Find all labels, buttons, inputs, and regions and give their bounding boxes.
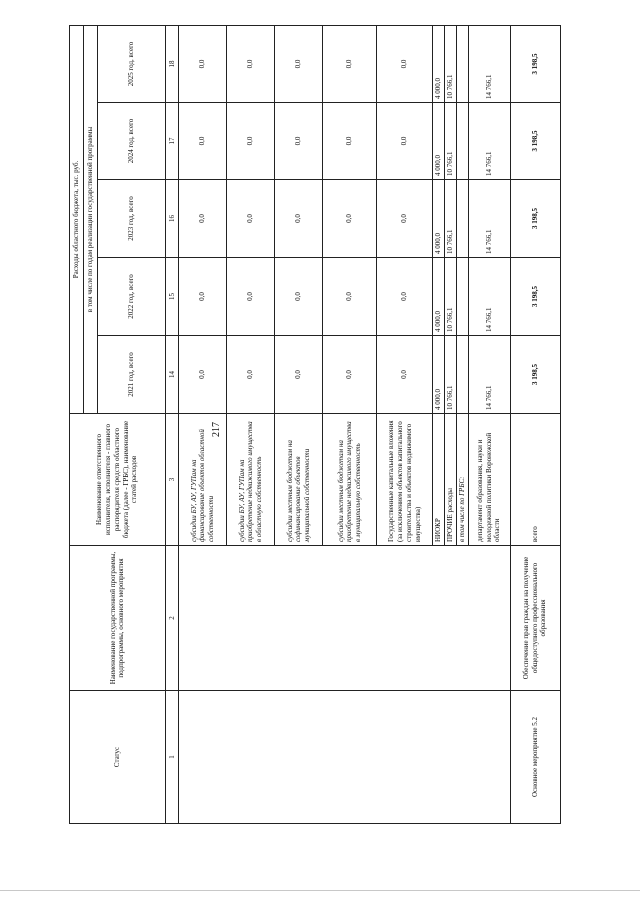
colnum: 1	[165, 691, 179, 824]
value-cell: 0,0	[275, 25, 323, 102]
event-label: всего	[510, 414, 560, 546]
page-number: 217	[211, 422, 222, 437]
value-cell: 10 766,1	[445, 258, 457, 336]
colnum: 15	[165, 258, 179, 336]
event-name: Обеспечение прав граждан на получение общедоступного профессионального образования	[510, 546, 560, 691]
value-cell: 0,0	[275, 258, 323, 336]
value-cell: 0,0	[227, 180, 275, 258]
header-year-2024: 2024 год, всего	[97, 103, 165, 180]
value-cell: 0,0	[179, 336, 227, 414]
colnum: 16	[165, 180, 179, 258]
value-cell: 4 000,0	[433, 336, 445, 414]
row-label: субсидии БУ, АУ, ГУПам на приобретение недвижимого имущества в областную собственность	[227, 414, 275, 546]
value-cell: 0,0	[179, 103, 227, 180]
value-cell: 0,0	[323, 25, 377, 102]
value-cell: 0,0	[179, 180, 227, 258]
value-cell: 0,0	[227, 336, 275, 414]
value-cell	[456, 103, 468, 180]
row-label: субсидии БУ, АУ, ГУПам на финансирование объектов областной собственности	[179, 414, 227, 546]
header-year-2025: 2025 год, всего	[97, 25, 165, 102]
budget-table	[69, 25, 561, 824]
program-cell-empty	[179, 546, 510, 691]
value-cell: 4 000,0	[433, 180, 445, 258]
value-cell: 0,0	[377, 258, 433, 336]
colnum: 17	[165, 103, 179, 180]
header-executor: Наименование ответственного исполнителя, исполнителя - главного распорядителя средств областного бюджета (далее - ГРБС), наименование статей расходов	[70, 414, 166, 546]
value-cell: 0,0	[323, 336, 377, 414]
value-cell: 0,0	[377, 336, 433, 414]
header-program-name: Наименование государственной программы, подпрограммы, основного мероприятия	[70, 546, 166, 691]
value-cell	[456, 25, 468, 102]
event-value: 3 198,5	[510, 258, 560, 336]
value-cell: 14 766,1	[468, 103, 510, 180]
value-cell: 10 766,1	[445, 180, 457, 258]
value-cell: 14 766,1	[468, 25, 510, 102]
value-cell: 10 766,1	[445, 25, 457, 102]
value-cell: 0,0	[323, 180, 377, 258]
header-budget-title: Расходы областного бюджета, тыс. руб.	[70, 25, 84, 413]
value-cell: 14 766,1	[468, 258, 510, 336]
budget-table-page	[69, 26, 621, 824]
colnum: 3	[165, 414, 179, 546]
value-cell: 0,0	[227, 258, 275, 336]
event-value: 3 198,5	[510, 336, 560, 414]
row-label: субсидии местным бюджетам на приобретение недвижимого имущества в муниципальную собственность	[323, 414, 377, 546]
header-budget-subtitle: в том числе по годам реализации государственной программы	[83, 25, 97, 413]
header-year-2022: 2022 год, всего	[97, 258, 165, 336]
value-cell: 0,0	[323, 103, 377, 180]
value-cell: 0,0	[323, 258, 377, 336]
column-number-row	[165, 25, 179, 823]
page-bottom-line	[0, 890, 640, 891]
table-row	[179, 25, 227, 823]
colnum: 2	[165, 546, 179, 691]
header-year-2023: 2023 год, всего	[97, 180, 165, 258]
colnum: 14	[165, 336, 179, 414]
value-cell: 0,0	[377, 25, 433, 102]
value-cell	[456, 258, 468, 336]
value-cell: 0,0	[275, 180, 323, 258]
value-cell: 4 000,0	[433, 258, 445, 336]
row-label: департамент образования, науки и молодежной политики Воронежской области	[468, 414, 510, 546]
event-value: 3 198,5	[510, 103, 560, 180]
row-label: НИОКР	[433, 414, 445, 546]
status-cell-empty	[179, 691, 510, 824]
value-cell: 10 766,1	[445, 103, 457, 180]
value-cell: 0,0	[227, 25, 275, 102]
row-label: субсидии местным бюджетам на софинансирование объектов муниципальной собственности	[275, 414, 323, 546]
value-cell: 14 766,1	[468, 180, 510, 258]
value-cell: 10 766,1	[445, 336, 457, 414]
row-label: ПРОЧИЕ расходы	[445, 414, 457, 546]
row-label: в том числе по ГРБС:	[456, 414, 468, 546]
row-label: Государственные капитальные вложения (за исключением объектов капитального строительства и объектов недвижимого имущества)	[377, 414, 433, 546]
event-row	[510, 25, 560, 823]
colnum: 18	[165, 25, 179, 102]
event-value: 3 198,5	[510, 25, 560, 102]
value-cell: 0,0	[227, 103, 275, 180]
value-cell: 0,0	[377, 103, 433, 180]
event-status: Основное мероприятие 5.2	[510, 691, 560, 824]
value-cell: 4 000,0	[433, 103, 445, 180]
value-cell: 4 000,0	[433, 25, 445, 102]
value-cell: 0,0	[179, 258, 227, 336]
event-value: 3 198,5	[510, 180, 560, 258]
value-cell: 0,0	[275, 103, 323, 180]
value-cell	[456, 180, 468, 258]
value-cell	[456, 336, 468, 414]
value-cell: 0,0	[275, 336, 323, 414]
value-cell: 0,0	[179, 25, 227, 102]
header-year-2021: 2021 год, всего	[97, 336, 165, 414]
header-status: Статус	[70, 691, 166, 824]
value-cell: 14 766,1	[468, 336, 510, 414]
value-cell: 0,0	[377, 180, 433, 258]
